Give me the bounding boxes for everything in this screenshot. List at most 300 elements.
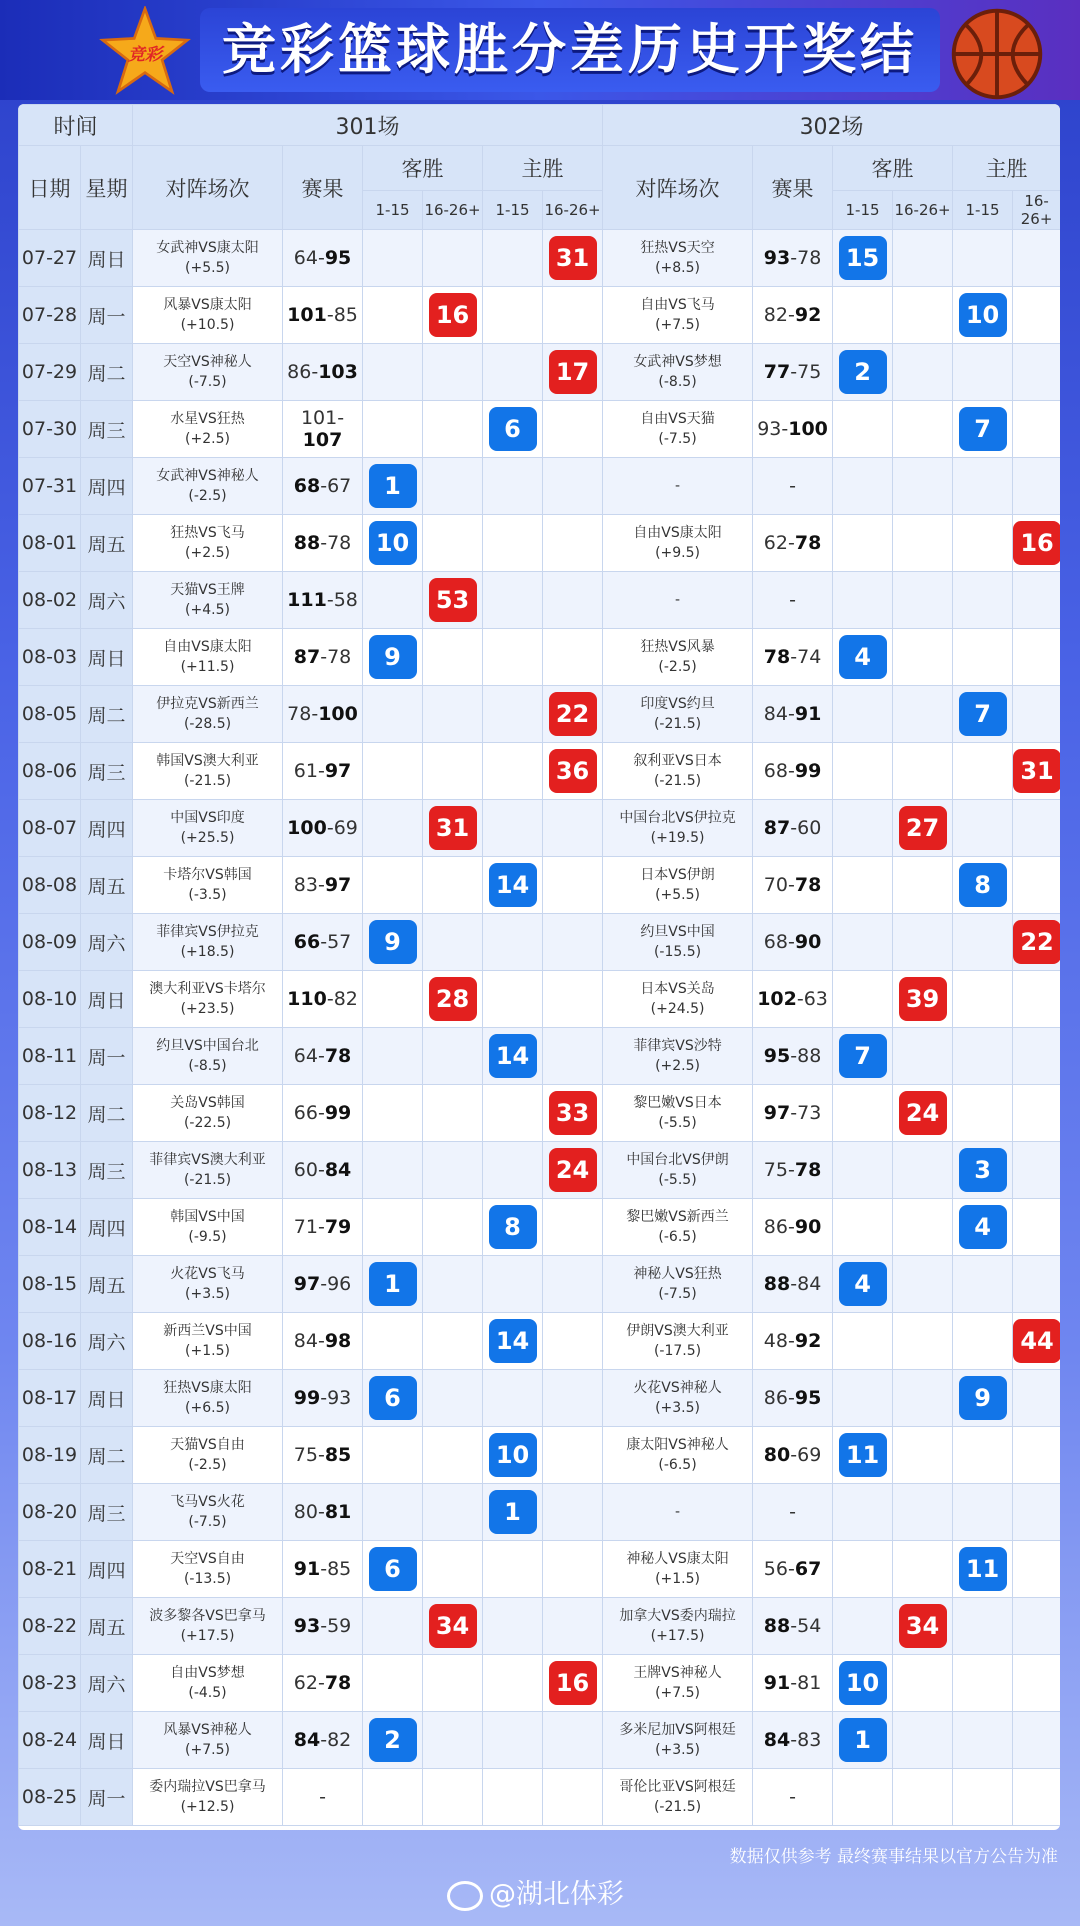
header-matchup: 对阵场次	[603, 146, 753, 230]
margin-cell-h2	[1013, 1370, 1060, 1427]
table-row	[19, 800, 1061, 857]
margin-cell-a1	[833, 1712, 893, 1769]
margin-cell-a1	[363, 1598, 423, 1655]
score-dash: -	[317, 1330, 325, 1352]
matchup-handicap: (-21.5)	[653, 716, 702, 732]
margin-cell-a2	[423, 1655, 483, 1712]
margin-cell-h2	[543, 971, 603, 1028]
matchup-handicap: (-7.5)	[188, 374, 227, 390]
score-cell	[753, 800, 833, 857]
score-dash: -	[320, 1387, 328, 1409]
matchup-teams: 叙利亚VS日本	[633, 753, 722, 769]
home-score: 81	[797, 1672, 822, 1694]
matchup-cell	[133, 458, 283, 515]
score-dash: -	[790, 817, 798, 839]
margin-cell-a1	[363, 914, 423, 971]
margin-cell-h2	[1013, 1085, 1060, 1142]
margin-badge: 7	[959, 407, 1007, 451]
margin-cell-a1	[833, 1028, 893, 1085]
margin-cell-a1	[363, 401, 423, 458]
matchup-cell	[603, 1256, 753, 1313]
matchup-handicap: (-8.5)	[658, 374, 697, 390]
margin-cell-h1	[483, 458, 543, 515]
margin-cell-h2	[543, 1142, 603, 1199]
margin-cell-h1	[483, 1199, 543, 1256]
matchup-teams: 自由VS天猫	[640, 411, 715, 427]
margin-cell-a2	[893, 629, 953, 686]
margin-cell-a2	[423, 287, 483, 344]
margin-cell-a1	[833, 1484, 893, 1541]
margin-badge: 9	[959, 1376, 1007, 1420]
header-game-302: 302场	[603, 105, 1060, 146]
margin-cell-h1	[483, 1142, 543, 1199]
matchup-cell	[133, 686, 283, 743]
margin-badge: 6	[369, 1376, 417, 1420]
margin-cell-a2	[893, 686, 953, 743]
margin-cell-a2	[893, 857, 953, 914]
matchup-teams: 加拿大VS委内瑞拉	[619, 1608, 736, 1624]
margin-badge: 4	[959, 1205, 1007, 1249]
weekday-cell: 周一	[81, 287, 133, 344]
table-row	[19, 1199, 1061, 1256]
margin-badge: 44	[1013, 1319, 1060, 1363]
away-score: 86	[287, 361, 312, 383]
margin-cell-h1	[953, 971, 1013, 1028]
margin-badge: 34	[899, 1604, 947, 1648]
margin-cell-h2	[543, 800, 603, 857]
score-dash: -	[790, 1615, 798, 1637]
away-score: 97	[293, 1273, 321, 1295]
matchup-teams: 神秘人VS康太阳	[626, 1551, 729, 1567]
matchup-teams: 狂热VS风暴	[640, 639, 715, 655]
margin-cell-a2	[423, 572, 483, 629]
margin-cell-a2	[893, 1028, 953, 1085]
margin-badge: 24	[899, 1091, 947, 1135]
margin-cell-h2	[543, 1541, 603, 1598]
score-dash: -	[787, 1159, 795, 1181]
margin-cell-a2	[423, 1598, 483, 1655]
margin-cell-a1	[833, 515, 893, 572]
score-dash: -	[787, 931, 795, 953]
margin-badge: 27	[899, 806, 947, 850]
margin-cell-a2	[423, 1484, 483, 1541]
margin-cell-h1	[483, 1769, 543, 1826]
score-cell	[283, 1541, 363, 1598]
date-cell: 07-27	[19, 230, 81, 287]
margin-cell-h2	[543, 686, 603, 743]
matchup-handicap: (-4.5)	[188, 1685, 227, 1701]
matchup-teams: 中国台北VS伊朗	[626, 1152, 729, 1168]
matchup-handicap: (+25.5)	[180, 830, 235, 846]
margin-cell-a2	[423, 857, 483, 914]
weekday-cell: 周日	[81, 971, 133, 1028]
weekday-cell: 周三	[81, 1142, 133, 1199]
table-row	[19, 1142, 1061, 1199]
matchup-teams: 天猫VS王牌	[170, 582, 245, 598]
weekday-cell: 周三	[81, 401, 133, 458]
matchup-cell	[603, 914, 753, 971]
score-cell	[753, 743, 833, 800]
margin-cell-a2	[423, 629, 483, 686]
home-score: 83	[797, 1729, 822, 1751]
margin-cell-h1	[953, 1085, 1013, 1142]
score-cell	[283, 344, 363, 401]
matchup-cell	[133, 1370, 283, 1427]
home-score: 88	[797, 1045, 822, 1067]
matchup-handicap: (-7.5)	[658, 1286, 697, 1302]
home-score: 92	[794, 304, 822, 326]
home-score: 84	[324, 1159, 352, 1181]
date-cell: 08-06	[19, 743, 81, 800]
matchup-teams: 火花VS神秘人	[633, 1380, 722, 1396]
matchup-teams: 菲律宾VS沙特	[633, 1038, 722, 1054]
home-score: 90	[794, 1216, 822, 1238]
margin-badge: 9	[369, 635, 417, 679]
table-row	[19, 1541, 1061, 1598]
score-cell: -	[283, 1769, 363, 1826]
matchup-cell	[603, 857, 753, 914]
matchup-teams: 印度VS约旦	[640, 696, 715, 712]
table-row	[19, 287, 1061, 344]
date-cell: 08-10	[19, 971, 81, 1028]
score-cell	[283, 857, 363, 914]
home-score: 93	[327, 1387, 352, 1409]
margin-cell-a2	[423, 1370, 483, 1427]
margin-cell-a1	[833, 1541, 893, 1598]
matchup-cell	[133, 1256, 283, 1313]
score-cell	[283, 572, 363, 629]
margin-cell-h2	[543, 629, 603, 686]
header-range-16-26: 16-26+	[543, 191, 603, 230]
home-score: 54	[797, 1615, 822, 1637]
away-score: 60	[293, 1159, 318, 1181]
matchup-cell: -	[603, 572, 753, 629]
matchup-handicap: (+6.5)	[185, 1400, 230, 1416]
margin-cell-h1	[953, 1370, 1013, 1427]
score-dash: -	[790, 646, 798, 668]
matchup-handicap: (-3.5)	[188, 887, 227, 903]
matchup-teams: 自由VS康太阳	[163, 639, 252, 655]
score-dash: -	[320, 1615, 328, 1637]
matchup-teams: 中国VS印度	[170, 810, 245, 826]
margin-cell-a1	[833, 914, 893, 971]
weekday-cell: 周六	[81, 1655, 133, 1712]
margin-cell-a1	[363, 1085, 423, 1142]
matchup-cell: -	[603, 458, 753, 515]
table-row	[19, 1370, 1061, 1427]
matchup-teams: 日本VS关岛	[640, 981, 715, 997]
margin-cell-a1	[363, 686, 423, 743]
header-range-1-15: 1-15	[953, 191, 1013, 230]
margin-cell-h2	[1013, 800, 1060, 857]
margin-cell-h2	[1013, 1769, 1060, 1826]
margin-cell-a1	[363, 344, 423, 401]
date-cell: 08-13	[19, 1142, 81, 1199]
margin-badge: 6	[489, 407, 537, 451]
matchup-handicap: (+2.5)	[185, 431, 230, 447]
matchup-teams: 黎巴嫩VS新西兰	[626, 1209, 729, 1225]
table-row	[19, 344, 1061, 401]
matchup-handicap: (+7.5)	[185, 1742, 230, 1758]
margin-cell-a1	[363, 1484, 423, 1541]
score-dash: -	[311, 361, 319, 383]
margin-cell-a1	[363, 800, 423, 857]
away-score: 87	[293, 646, 321, 668]
score-dash: -	[320, 1729, 328, 1751]
margin-cell-h2	[543, 1427, 603, 1484]
date-cell: 08-02	[19, 572, 81, 629]
home-score: 97	[324, 760, 352, 782]
margin-cell-h1	[953, 800, 1013, 857]
margin-badge: 1	[369, 1262, 417, 1306]
score-cell	[283, 800, 363, 857]
score-dash: -	[317, 1216, 325, 1238]
score-dash: -	[320, 646, 328, 668]
margin-cell-a2	[423, 686, 483, 743]
score-dash: -	[790, 1273, 798, 1295]
matchup-cell	[603, 686, 753, 743]
matchup-teams: 风暴VS康太阳	[163, 297, 252, 313]
margin-cell-h1	[953, 230, 1013, 287]
matchup-teams: 狂热VS康太阳	[163, 1380, 252, 1396]
margin-cell-a2	[423, 1769, 483, 1826]
home-score: 82	[333, 988, 358, 1010]
home-score: 85	[324, 1444, 352, 1466]
weekday-cell: 周日	[81, 629, 133, 686]
matchup-teams: 狂热VS天空	[640, 240, 715, 256]
margin-cell-a2	[423, 1427, 483, 1484]
margin-badge: 14	[489, 863, 537, 907]
date-cell: 08-14	[19, 1199, 81, 1256]
score-cell	[753, 629, 833, 686]
margin-cell-a2	[893, 1712, 953, 1769]
score-dash: -	[790, 361, 798, 383]
margin-cell-a1	[363, 1427, 423, 1484]
home-score: 57	[327, 931, 352, 953]
matchup-teams: 王牌VS神秘人	[633, 1665, 722, 1681]
score-cell	[283, 1712, 363, 1769]
score-cell	[283, 1199, 363, 1256]
matchup-handicap: (-22.5)	[183, 1115, 232, 1131]
matchup-handicap: (-28.5)	[183, 716, 232, 732]
score-dash: -	[317, 1045, 325, 1067]
margin-cell-a2	[423, 1085, 483, 1142]
home-score: 67	[327, 475, 352, 497]
margin-cell-a2	[423, 230, 483, 287]
away-score: 88	[763, 1273, 791, 1295]
home-score: 79	[324, 1216, 352, 1238]
score-cell	[283, 1142, 363, 1199]
matchup-cell	[603, 1199, 753, 1256]
score-dash: -	[787, 703, 795, 725]
matchup-handicap: (+7.5)	[655, 317, 700, 333]
matchup-cell	[133, 1712, 283, 1769]
margin-badge: 11	[839, 1433, 887, 1477]
home-score: 58	[333, 589, 358, 611]
date-cell: 08-24	[19, 1712, 81, 1769]
margin-cell-a2	[893, 1199, 953, 1256]
margin-cell-h2	[543, 458, 603, 515]
margin-cell-h1	[483, 914, 543, 971]
date-cell: 08-16	[19, 1313, 81, 1370]
score-cell	[283, 515, 363, 572]
matchup-handicap: (+4.5)	[185, 602, 230, 618]
away-score: 83	[293, 874, 318, 896]
margin-cell-h1	[953, 686, 1013, 743]
score-dash: -	[337, 407, 345, 429]
away-score: 88	[293, 532, 321, 554]
margin-cell-a1	[833, 458, 893, 515]
matchup-cell	[133, 1769, 283, 1826]
table-row	[19, 629, 1061, 686]
away-score: 68	[763, 760, 788, 782]
weibo-handle	[447, 1872, 624, 1911]
margin-cell-a2	[423, 971, 483, 1028]
table-row	[19, 971, 1061, 1028]
margin-cell-a2	[423, 344, 483, 401]
margin-cell-h2	[1013, 230, 1060, 287]
score-cell	[283, 401, 363, 458]
score-cell	[753, 1598, 833, 1655]
margin-cell-h2	[1013, 857, 1060, 914]
table-row	[19, 572, 1061, 629]
margin-cell-h1	[953, 914, 1013, 971]
away-score: 86	[763, 1387, 788, 1409]
matchup-cell	[133, 857, 283, 914]
margin-cell-a2	[893, 1598, 953, 1655]
margin-cell-a1	[833, 344, 893, 401]
margin-cell-a1	[363, 1313, 423, 1370]
margin-cell-h1	[953, 458, 1013, 515]
matchup-teams: 委内瑞拉VS巴拿马	[149, 1779, 266, 1795]
score-dash: -	[787, 304, 795, 326]
margin-cell-h1	[483, 1370, 543, 1427]
date-cell: 08-05	[19, 686, 81, 743]
matchup-teams: 女武神VS康太阳	[156, 240, 259, 256]
score-dash: -	[326, 817, 334, 839]
weekday-cell: 周五	[81, 1598, 133, 1655]
margin-cell-h2	[1013, 572, 1060, 629]
margin-cell-h1	[953, 1655, 1013, 1712]
disclaimer: 数据仅供参考 最终赛事结果以官方公告为准	[729, 1847, 1058, 1867]
matchup-handicap: (-17.5)	[653, 1343, 702, 1359]
matchup-teams: 中国台北VS伊拉克	[619, 810, 736, 826]
margin-cell-h1	[483, 1484, 543, 1541]
score-cell	[753, 1028, 833, 1085]
home-score: 107	[302, 429, 343, 451]
table-row	[19, 743, 1061, 800]
away-score: 62	[763, 532, 788, 554]
score-cell	[283, 743, 363, 800]
margin-badge: 34	[429, 1604, 477, 1648]
margin-cell-h1	[953, 1256, 1013, 1313]
margin-badge: 53	[429, 578, 477, 622]
matchup-handicap: (-5.5)	[658, 1115, 697, 1131]
matchup-handicap: (-21.5)	[183, 1172, 232, 1188]
matchup-cell: -	[603, 1484, 753, 1541]
margin-cell-a1	[833, 230, 893, 287]
score-dash: -	[787, 1558, 795, 1580]
margin-cell-h2	[543, 914, 603, 971]
margin-cell-a1	[363, 458, 423, 515]
away-score: 84	[763, 1729, 791, 1751]
date-cell: 07-30	[19, 401, 81, 458]
table-row	[19, 1712, 1061, 1769]
margin-cell-h2	[543, 572, 603, 629]
margin-cell-a2	[423, 743, 483, 800]
margin-cell-a1	[363, 1370, 423, 1427]
score-cell	[283, 629, 363, 686]
margin-cell-a2	[893, 1085, 953, 1142]
margin-cell-a2	[893, 1142, 953, 1199]
results-table	[18, 104, 1060, 1830]
matchup-teams: 自由VS康太阳	[633, 525, 722, 541]
margin-cell-h2	[543, 743, 603, 800]
score-cell	[283, 287, 363, 344]
home-score: 73	[797, 1102, 822, 1124]
matchup-handicap: (+18.5)	[180, 944, 235, 960]
home-score: 99	[794, 760, 822, 782]
matchup-handicap: (+17.5)	[650, 1628, 705, 1644]
score-cell	[753, 344, 833, 401]
home-score: 100	[318, 703, 358, 725]
margin-cell-h1	[483, 572, 543, 629]
matchup-teams: 哥伦比亚VS阿根廷	[619, 1779, 736, 1795]
home-score: 78	[327, 646, 352, 668]
home-score: 74	[797, 646, 822, 668]
score-dash: -	[317, 1102, 325, 1124]
margin-cell-a1	[363, 857, 423, 914]
matchup-cell	[133, 800, 283, 857]
margin-cell-h2	[543, 857, 603, 914]
margin-cell-h1	[953, 1769, 1013, 1826]
margin-cell-h2	[1013, 344, 1060, 401]
matchup-teams: 韩国VS中国	[170, 1209, 245, 1225]
weekday-cell: 周二	[81, 1427, 133, 1484]
home-score: 67	[794, 1558, 822, 1580]
away-score: 80	[763, 1444, 791, 1466]
margin-cell-a1	[363, 230, 423, 287]
margin-cell-h1	[483, 743, 543, 800]
date-cell: 08-09	[19, 914, 81, 971]
margin-cell-a2	[893, 515, 953, 572]
margin-badge: 11	[959, 1547, 1007, 1591]
matchup-handicap: (-8.5)	[188, 1058, 227, 1074]
margin-cell-a2	[893, 1370, 953, 1427]
score-cell: -	[753, 1484, 833, 1541]
matchup-teams: 天猫VS自由	[170, 1437, 245, 1453]
margin-cell-h2	[543, 1256, 603, 1313]
table-row	[19, 230, 1061, 287]
header-home-win: 主胜	[483, 146, 603, 191]
home-score: 103	[318, 361, 358, 383]
weibo-icon	[447, 1881, 483, 1911]
away-score: 62	[293, 1672, 318, 1694]
score-dash: -	[326, 589, 334, 611]
margin-cell-a1	[833, 1199, 893, 1256]
date-cell: 08-17	[19, 1370, 81, 1427]
matchup-cell	[603, 1370, 753, 1427]
margin-cell-a1	[363, 1256, 423, 1313]
margin-cell-h2	[543, 1313, 603, 1370]
away-score: 70	[763, 874, 788, 896]
matchup-cell	[133, 344, 283, 401]
score-dash: -	[796, 988, 804, 1010]
home-score: 85	[327, 1558, 352, 1580]
matchup-handicap: (+8.5)	[655, 260, 700, 276]
matchup-teams: 伊朗VS澳大利亚	[626, 1323, 729, 1339]
away-score: 75	[293, 1444, 318, 1466]
